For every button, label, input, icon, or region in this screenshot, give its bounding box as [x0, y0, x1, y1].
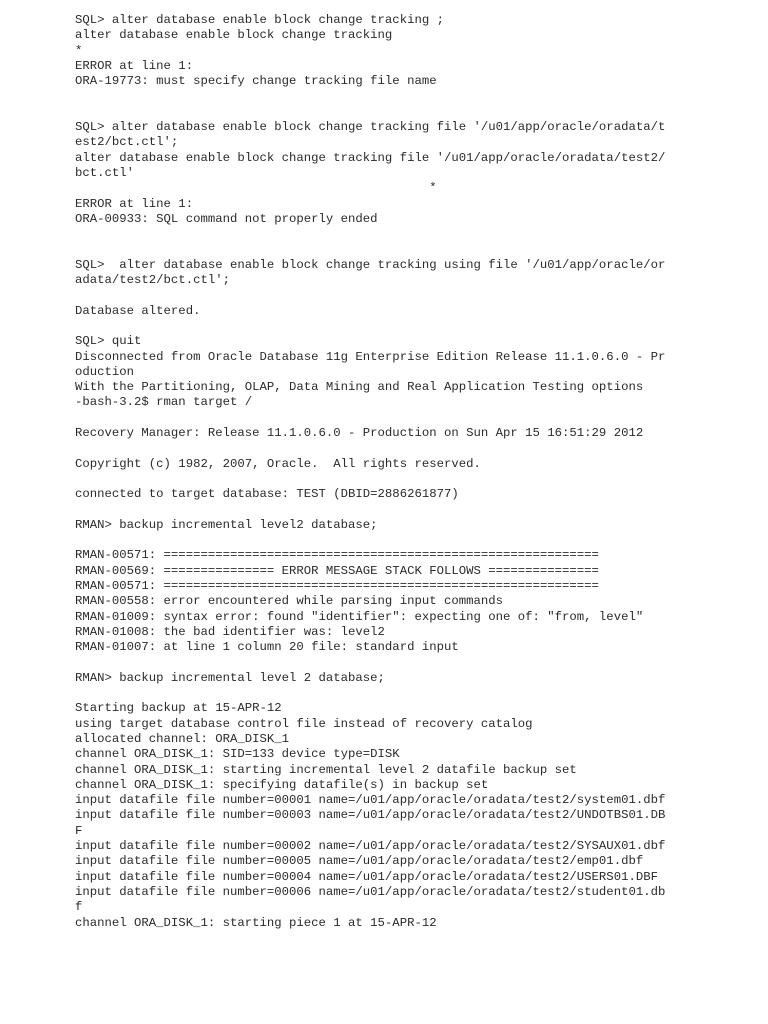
transcript-line: input datafile file number=00005 name=/u01/app/oracle/oradata/test2/emp01.dbf	[75, 854, 644, 869]
console-transcript	[75, 13, 755, 931]
transcript-line: RMAN-00571: ===========================================================	[75, 548, 599, 563]
transcript-line: using target database control file instead of recovery catalog	[75, 716, 533, 731]
transcript-line: RMAN-01009: syntax error: found "identifier": expecting one of: "from, level"	[75, 609, 644, 624]
transcript-line: Starting backup at 15-APR-12	[75, 701, 282, 716]
transcript-line: Recovery Manager: Release 11.1.0.6.0 - Production on Sun Apr 15 16:51:29 2012	[75, 426, 644, 441]
transcript-line: SQL> quit	[75, 334, 142, 349]
transcript-line: RMAN> backup incremental level2 database;	[75, 517, 378, 532]
transcript-line: Disconnected from Oracle Database 11g Enterprise Edition Release 11.1.0.6.0 - Pr	[75, 349, 666, 364]
transcript-line: oduction	[75, 364, 135, 379]
transcript-line: allocated channel: ORA_DISK_1	[75, 731, 290, 746]
transcript-line: SQL> alter database enable block change tracking using file '/u01/app/oracle/or	[75, 257, 666, 272]
transcript-line: Database altered.	[75, 303, 201, 318]
transcript-line: input datafile file number=00004 name=/u01/app/oracle/oradata/test2/USERS01.DBF	[75, 869, 658, 884]
transcript-line: RMAN-01008: the bad identifier was: level2	[75, 624, 385, 639]
transcript-line: alter database enable block change tracking	[75, 28, 393, 43]
transcript-line: alter database enable block change tracking file '/u01/app/oracle/oradata/test2/	[75, 150, 666, 165]
transcript-line: channel ORA_DISK_1: specifying datafile(s) in backup set	[75, 777, 489, 792]
transcript-line: f	[75, 900, 83, 915]
transcript-line	[75, 319, 755, 334]
transcript-line	[75, 533, 755, 548]
transcript-line: -bash-3.2$ rman target /	[75, 395, 253, 410]
transcript-line: adata/test2/bct.ctl';	[75, 273, 230, 288]
transcript-line	[75, 89, 755, 104]
transcript-line: *	[75, 181, 437, 196]
transcript-line	[75, 655, 755, 670]
transcript-line: ERROR at line 1:	[75, 196, 194, 211]
transcript-line: F	[75, 823, 83, 838]
transcript-line: ERROR at line 1:	[75, 58, 194, 73]
transcript-line: RMAN> backup incremental level 2 database;	[75, 670, 385, 685]
transcript-line: connected to target database: TEST (DBID=2886261877)	[75, 487, 459, 502]
transcript-line: ORA-19773: must specify change tracking file name	[75, 74, 437, 89]
transcript-line: RMAN-00558: error encountered while parsing input commands	[75, 594, 504, 609]
transcript-line: *	[75, 43, 83, 58]
transcript-line	[75, 227, 755, 242]
transcript-line	[75, 105, 755, 120]
transcript-line: input datafile file number=00001 name=/u01/app/oracle/oradata/test2/system01.dbf	[75, 793, 666, 808]
transcript-line: input datafile file number=00002 name=/u01/app/oracle/oradata/test2/SYSAUX01.dbf	[75, 839, 666, 854]
transcript-line: input datafile file number=00003 name=/u01/app/oracle/oradata/test2/UNDOTBS01.DB	[75, 808, 666, 823]
transcript-line: est2/bct.ctl';	[75, 135, 179, 150]
transcript-line: channel ORA_DISK_1: SID=133 device type=DISK	[75, 747, 400, 762]
transcript-line: RMAN-00569: =============== ERROR MESSAGE STACK FOLLOWS ===============	[75, 563, 599, 578]
transcript-line	[75, 441, 755, 456]
transcript-line	[75, 411, 755, 426]
transcript-line	[75, 242, 755, 257]
transcript-line: bct.ctl'	[75, 165, 135, 180]
transcript-line: channel ORA_DISK_1: starting incremental level 2 datafile backup set	[75, 762, 577, 777]
transcript-line	[75, 686, 755, 701]
transcript-line: SQL> alter database enable block change tracking ;	[75, 13, 444, 27]
transcript-line: RMAN-00571: ===========================================================	[75, 578, 599, 593]
transcript-line	[75, 503, 755, 518]
transcript-line: With the Partitioning, OLAP, Data Mining and Real Application Testing options	[75, 380, 644, 395]
transcript-line	[75, 288, 755, 303]
transcript-line	[75, 472, 755, 487]
transcript-line: input datafile file number=00006 name=/u01/app/oracle/oradata/test2/student01.db	[75, 884, 666, 899]
transcript-line: channel ORA_DISK_1: starting piece 1 at 15-APR-12	[75, 915, 437, 930]
transcript-line: Copyright (c) 1982, 2007, Oracle. All rights reserved.	[75, 456, 481, 471]
transcript-line: SQL> alter database enable block change tracking file '/u01/app/oracle/oradata/t	[75, 120, 666, 135]
transcript-line: ORA-00933: SQL command not properly ended	[75, 211, 378, 226]
transcript-line: RMAN-01007: at line 1 column 20 file: standard input	[75, 640, 459, 655]
